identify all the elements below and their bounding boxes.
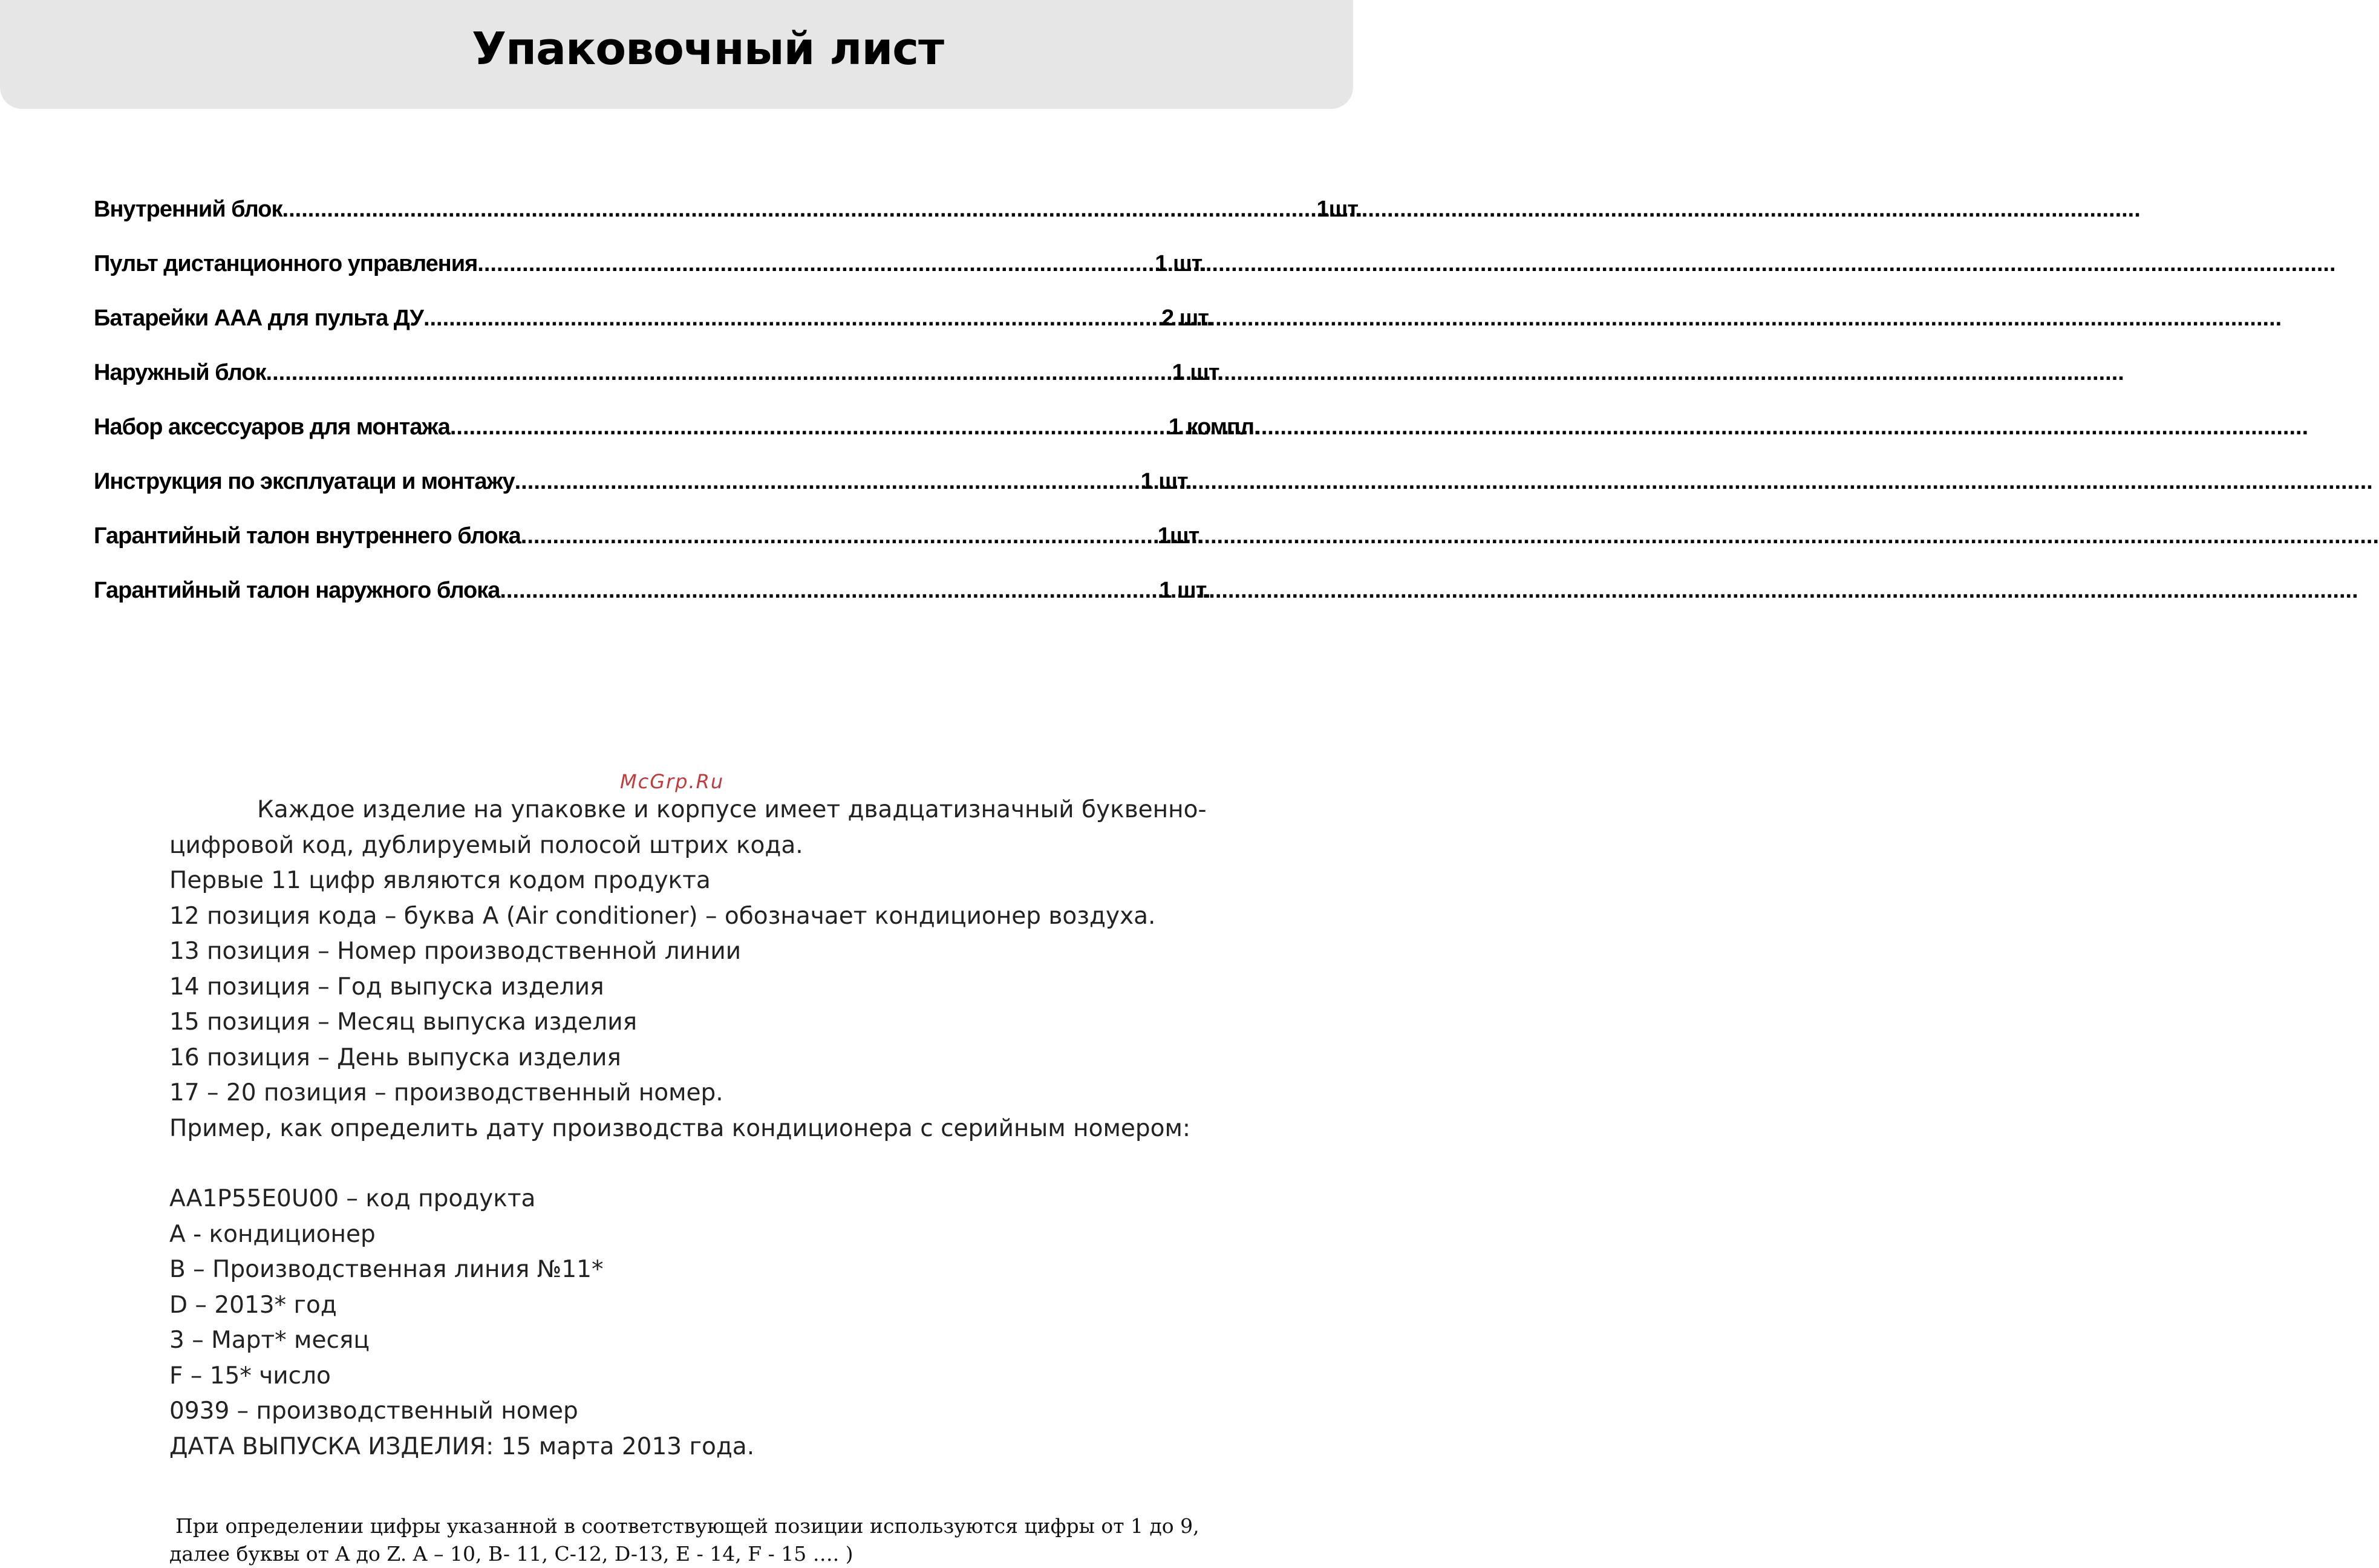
example-line: ДАТА ВЫПУСКА ИЗДЕЛИЯ: 15 марта 2013 года.: [169, 1432, 755, 1460]
item-quantity: 1 шт.: [1172, 360, 1223, 385]
dot-leader: [477, 251, 1155, 277]
packing-list-item: [94, 469, 1279, 523]
example-line: D – 2013* год: [169, 1291, 337, 1319]
dot-leader: [521, 523, 1158, 549]
item-name: Набор аксессуаров для монтажа: [94, 414, 450, 440]
packing-list-item: [94, 305, 1279, 360]
item-name: Гарантийный талон наружного блока: [94, 578, 500, 603]
explanation-line: Первые 11 цифр являются кодом продукта: [169, 867, 711, 894]
item-quantity: 1 компл.: [1168, 414, 1260, 440]
dot-leader: [450, 414, 1169, 440]
item-name: Батарейки ААА для пульта ДУ: [94, 305, 423, 331]
dot-leader: [266, 360, 1172, 386]
explanation-line: 14 позиция – Год выпуска изделия: [169, 973, 604, 1001]
explanation-line: Пример, как определить дату производства кондиционера с серийным номером:: [169, 1114, 1191, 1142]
packing-list-item: [94, 197, 1362, 251]
explanation-line: 15 позиция – Месяц выпуска изделия: [169, 1008, 638, 1036]
watermark: McGrp.Ru: [620, 770, 725, 793]
item-quantity: 1шт.: [1157, 523, 1203, 549]
dot-leader: [282, 197, 1317, 223]
item-name: Пульт дистанционного управления: [94, 251, 478, 276]
explanation-intro: Каждое изделие на упаковке и корпусе имеет двадцатизначный буквенно-цифровой код, дублируемый полосой штрих кода.: [169, 796, 1207, 859]
spacer: [169, 1146, 1222, 1181]
example-line: A - кондиционер: [169, 1220, 376, 1248]
explanation-line: 12 позиция кода – буква А (Air conditioner) – обозначает кондиционер воздуха.: [169, 902, 1156, 930]
item-quantity: 1 шт.: [1155, 251, 1206, 276]
packing-list: [94, 197, 1362, 632]
example-line: F – 15* число: [169, 1362, 331, 1390]
packing-list-item: [94, 578, 1279, 632]
packing-list-item: [94, 360, 1279, 414]
item-quantity: 1 шт.: [1159, 578, 1210, 603]
dot-leader: [515, 469, 1141, 495]
page-title: Упаковочный лист: [471, 23, 944, 75]
item-quantity: 2 шт.: [1161, 305, 1213, 331]
explanation-line: 17 – 20 позиция – производственный номер.: [169, 1079, 723, 1106]
item-name: Гарантийный талон внутреннего блока: [94, 523, 521, 549]
packing-list-item: [94, 251, 1279, 305]
item-quantity: 1 шт.: [1140, 469, 1192, 494]
item-name: Внутренний блок: [94, 197, 282, 222]
packing-list-item: [94, 523, 1279, 578]
explanation-line: 13 позиция – Номер производственной линии: [169, 938, 742, 965]
packing-list-item: [94, 414, 1279, 469]
item-name: Инструкция по эксплуатаци и монтажу: [94, 469, 515, 494]
example-line: 3 – Март* месяц: [169, 1327, 370, 1354]
dot-leader: [423, 305, 1161, 332]
dot-leader: [500, 578, 1159, 604]
item-name: Наружный блок: [94, 360, 266, 385]
footnote: При определении цифры указанной в соответствующей позиции используются цифры от 1 до 9, далее буквы от A до Z. A – 10, B- 11, C-12, D-13, E - 14, F - 15 …. ): [169, 1514, 1199, 1566]
example-line: B – Производственная линия №11*: [169, 1256, 604, 1283]
serial-code-explanation: [169, 792, 1222, 1465]
explanation-line: 16 позиция – День выпуска изделия: [169, 1044, 621, 1071]
example-line: 0939 – производственный номер: [169, 1397, 578, 1425]
item-quantity: 1шт.: [1316, 197, 1362, 222]
example-line: AA1P55E0U00 – код продукта: [169, 1185, 536, 1212]
